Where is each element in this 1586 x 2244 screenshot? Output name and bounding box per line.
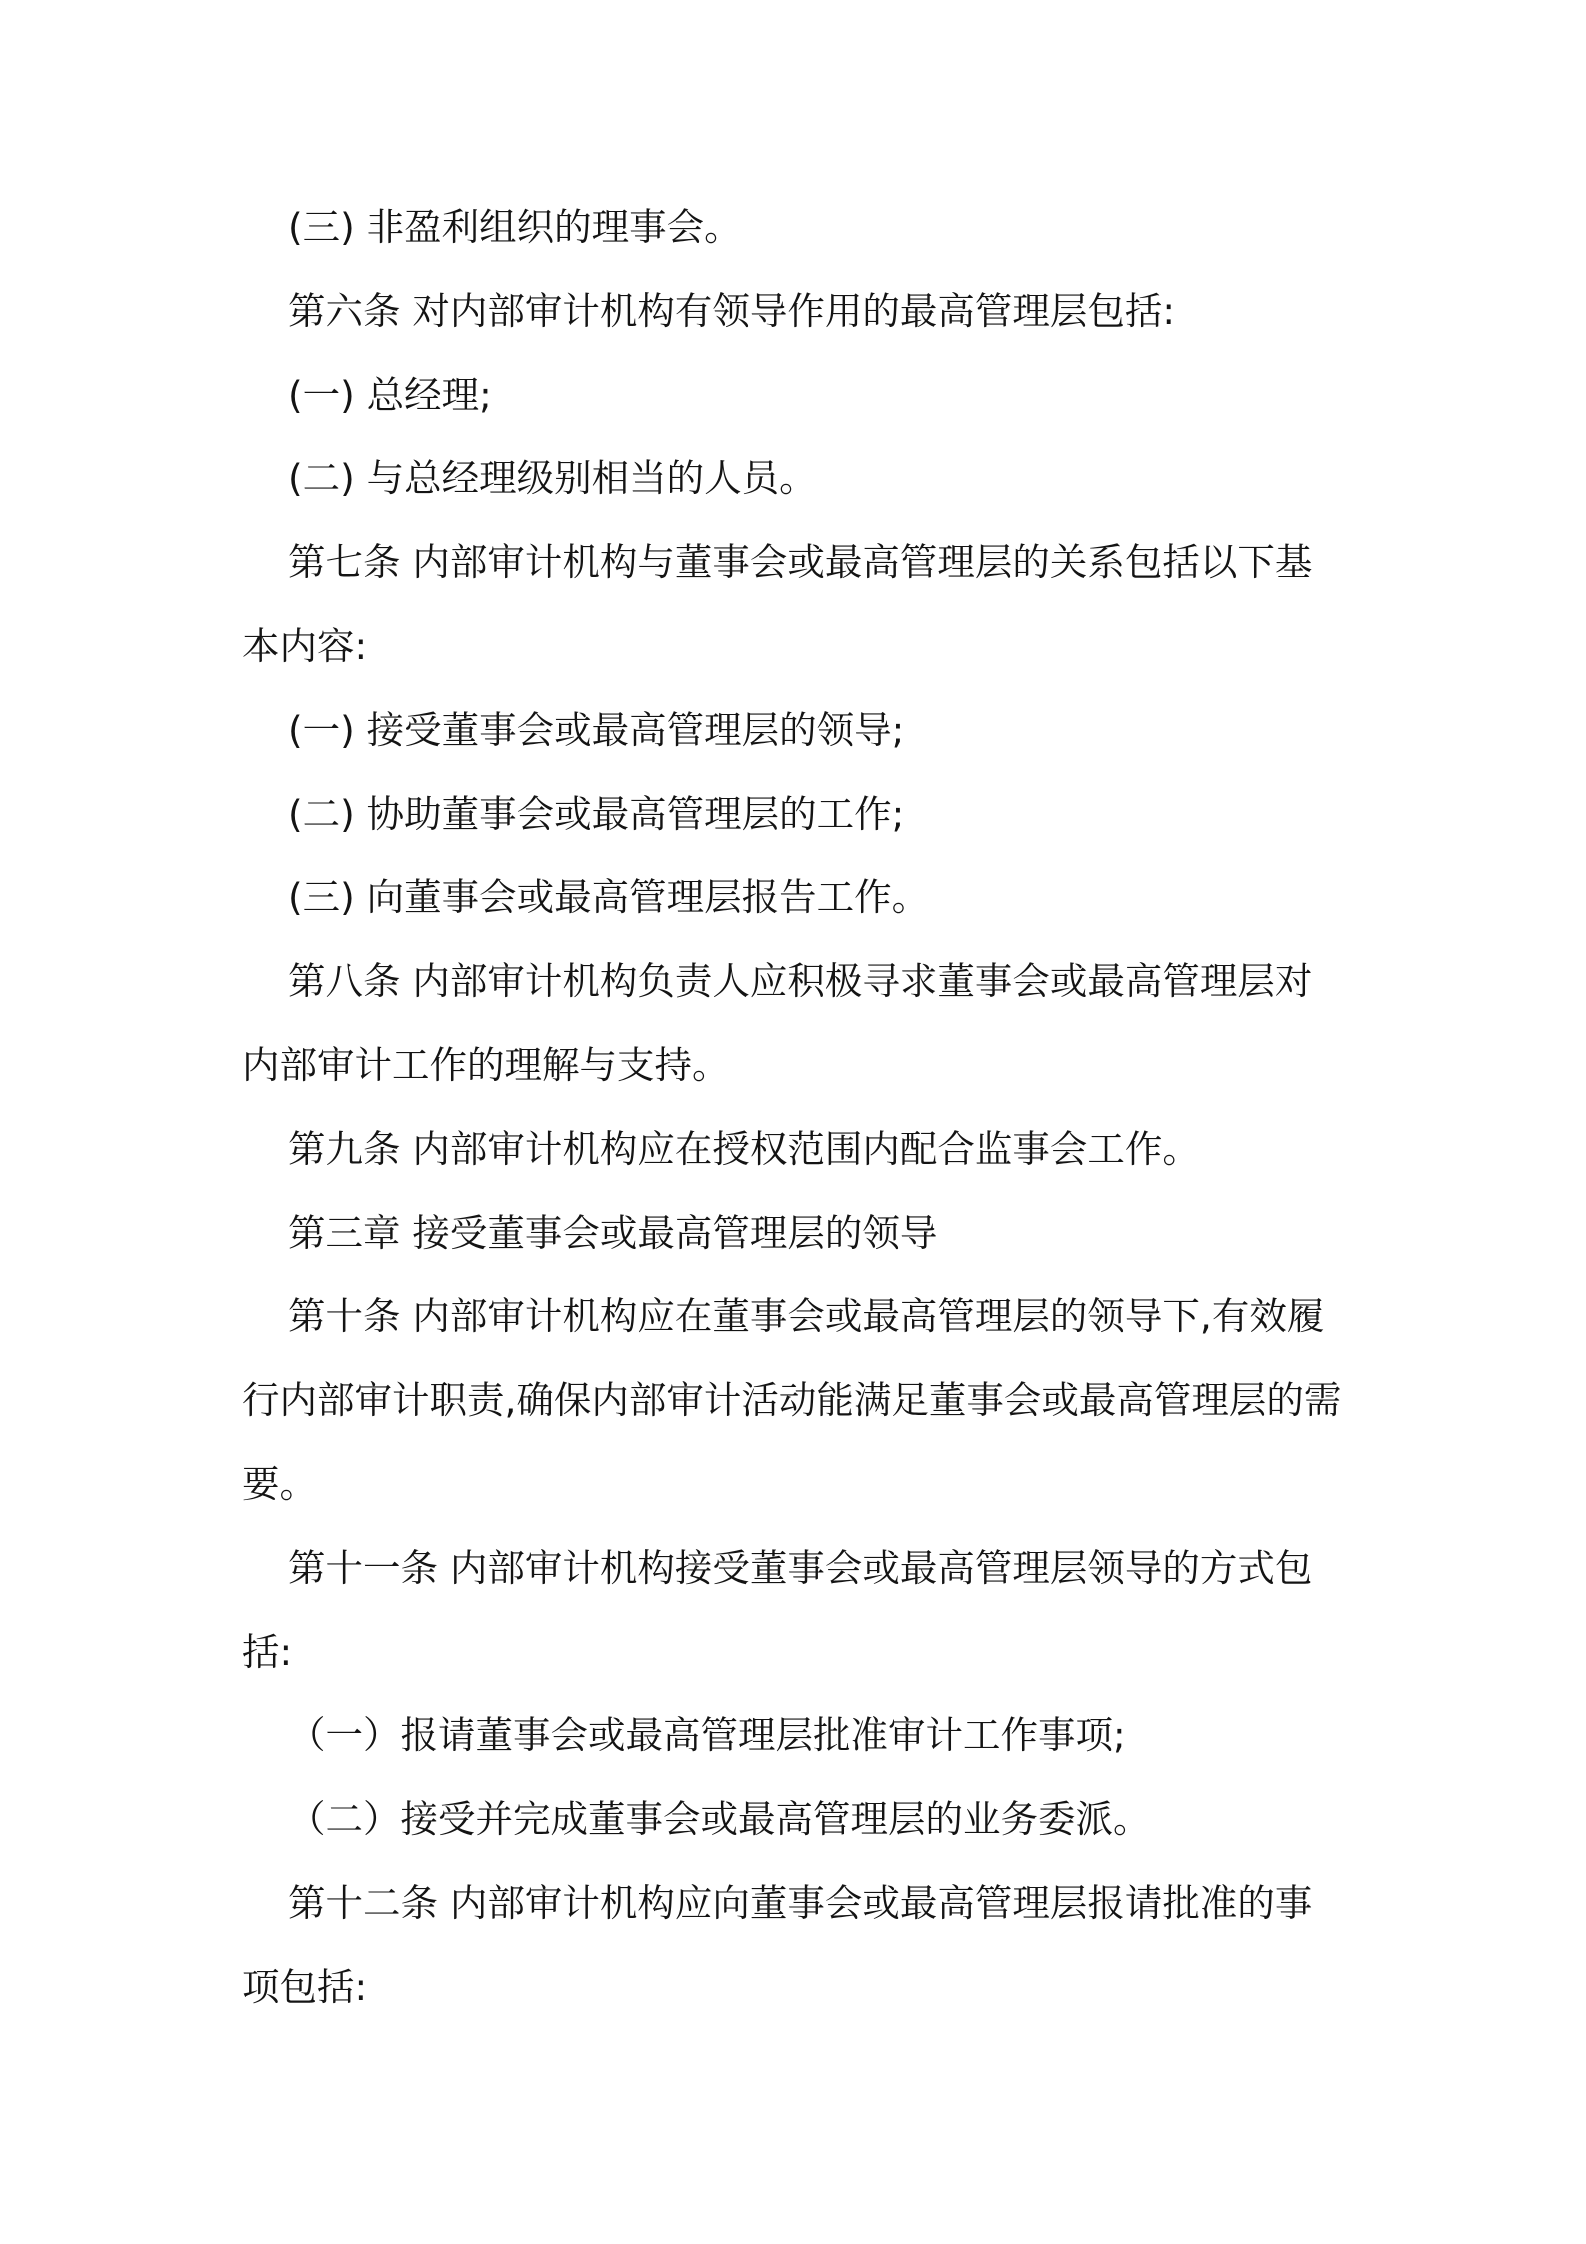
paragraph-line: 内部审计工作的理解与支持。 bbox=[242, 1042, 730, 1087]
list-item bbox=[242, 773, 1442, 857]
paragraph-line: 第七条 内部审计机构与董事会或最高管理层的关系包括以下基 bbox=[288, 540, 1313, 585]
paragraph-line: (二) 与总经理级别相当的人员。 bbox=[288, 456, 817, 501]
paragraph-line: 项包括: bbox=[242, 1964, 368, 2009]
paragraph-line: 第八条 内部审计机构负责人应积极寻求董事会或最高管理层对 bbox=[288, 959, 1313, 1004]
article-paragraph bbox=[242, 940, 1442, 1108]
paragraph-line: 第六条 对内部审计机构有领导作用的最高管理层包括: bbox=[288, 288, 1176, 333]
paragraph-line: 括: bbox=[242, 1629, 293, 1674]
document-body bbox=[242, 186, 1442, 2030]
list-item bbox=[242, 856, 1442, 940]
list-item bbox=[242, 1694, 1442, 1778]
paragraph-line: 行内部审计职责,确保内部审计活动能满足董事会或最高管理层的需 bbox=[242, 1378, 1342, 1423]
paragraph-line: （一）报请董事会或最高管理层批准审计工作事项; bbox=[288, 1713, 1126, 1758]
paragraph-line: 第三章 接受董事会或最高管理层的领导 bbox=[288, 1210, 938, 1255]
paragraph-line: (二) 协助董事会或最高管理层的工作; bbox=[288, 791, 905, 836]
article-paragraph bbox=[242, 270, 1442, 354]
article-paragraph bbox=[242, 1275, 1442, 1526]
article-paragraph bbox=[242, 1862, 1442, 2030]
paragraph-line: 第十二条 内部审计机构应向董事会或最高管理层报请批准的事 bbox=[288, 1880, 1313, 1925]
paragraph-line: (三) 向董事会或最高管理层报告工作。 bbox=[288, 875, 930, 920]
paragraph-line: (一) 接受董事会或最高管理层的领导; bbox=[288, 707, 905, 752]
paragraph-line: 第十条 内部审计机构应在董事会或最高管理层的领导下,有效履 bbox=[288, 1294, 1325, 1339]
list-item bbox=[242, 186, 1442, 270]
paragraph-line: （二）接受并完成董事会或最高管理层的业务委派。 bbox=[288, 1797, 1151, 1842]
paragraph-line: 第九条 内部审计机构应在授权范围内配合监事会工作。 bbox=[288, 1126, 1200, 1171]
list-item bbox=[242, 437, 1442, 521]
article-paragraph bbox=[242, 1108, 1442, 1192]
chapter-heading bbox=[242, 1192, 1442, 1276]
article-paragraph bbox=[242, 521, 1442, 689]
list-item bbox=[242, 689, 1442, 773]
article-paragraph bbox=[242, 1527, 1442, 1695]
list-item bbox=[242, 354, 1442, 438]
paragraph-line: 要。 bbox=[242, 1461, 317, 1506]
paragraph-line: (三) 非盈利组织的理事会。 bbox=[288, 205, 742, 249]
paragraph-line: 第十一条 内部审计机构接受董事会或最高管理层领导的方式包 bbox=[288, 1545, 1313, 1590]
paragraph-line: 本内容: bbox=[242, 623, 368, 668]
paragraph-line: (一) 总经理; bbox=[288, 372, 492, 417]
list-item bbox=[242, 1778, 1442, 1862]
